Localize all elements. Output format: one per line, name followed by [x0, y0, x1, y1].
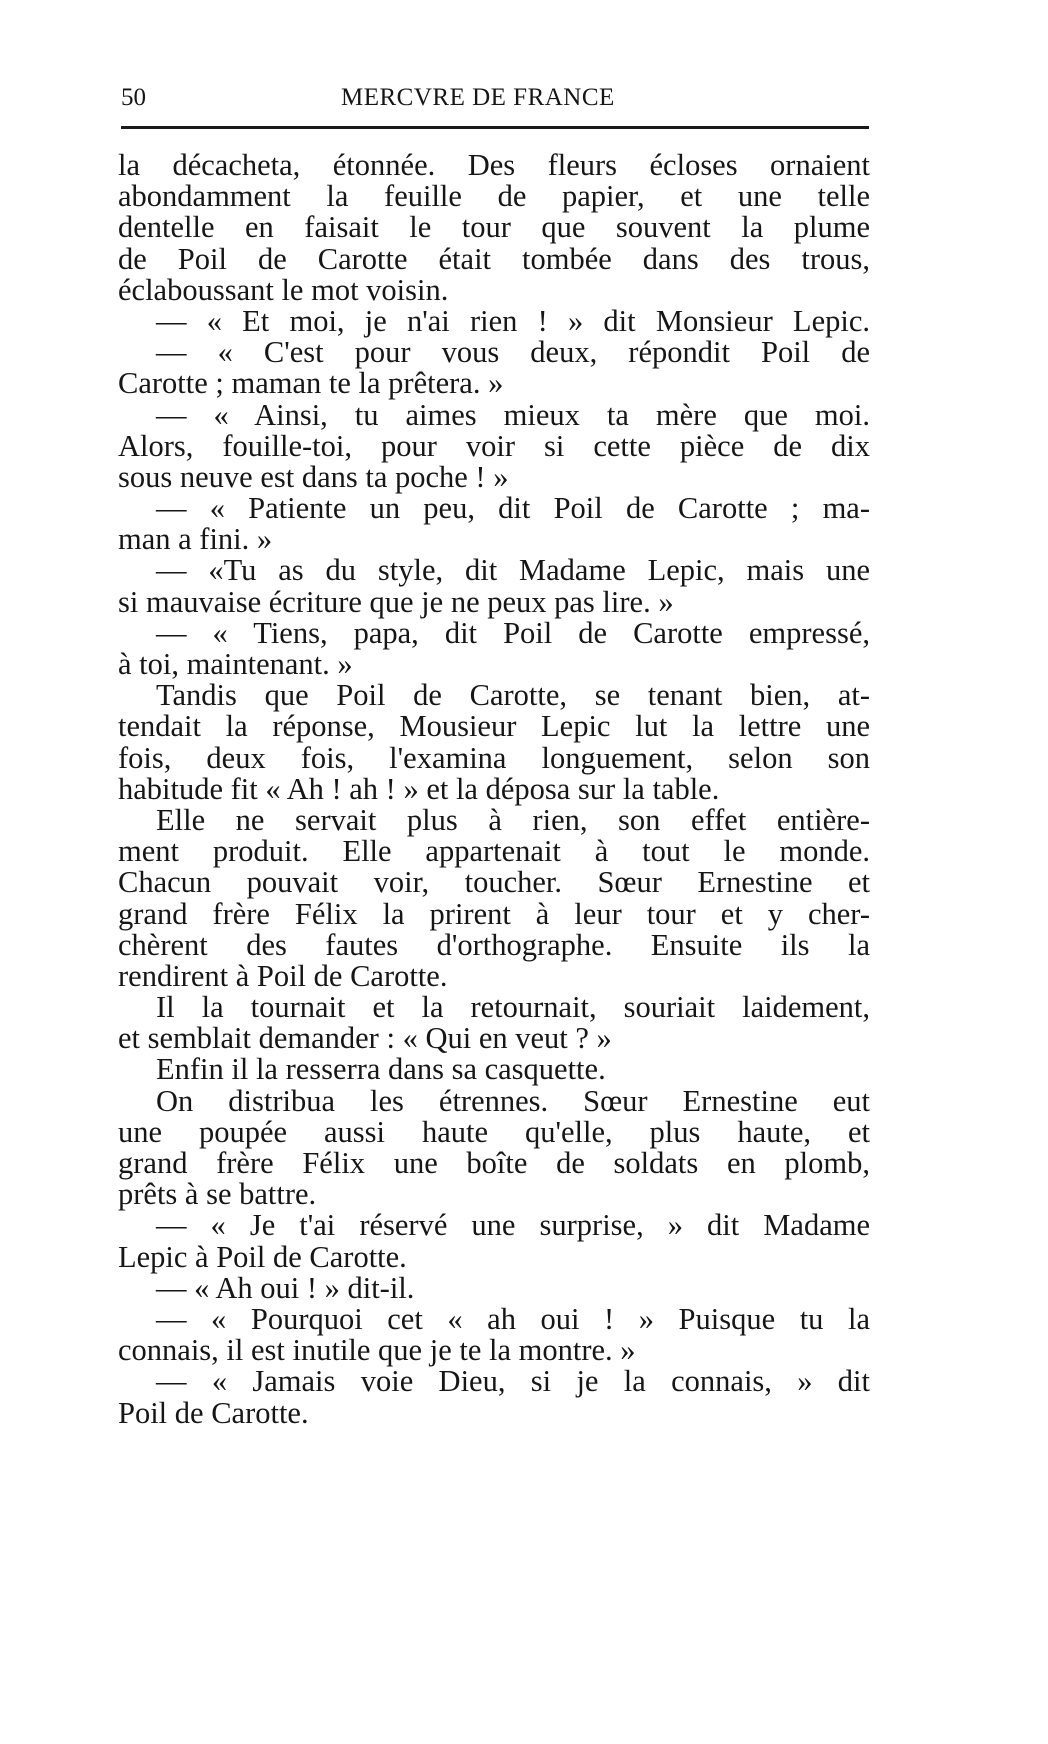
text-line: — « Ah oui ! » dit-il.	[156, 1270, 415, 1305]
text-line: grand frère Félix la prirent à leur tour et y cher-	[118, 896, 870, 931]
text-line: — « Ainsi, tu aimes mieux ta mère que moi.	[156, 397, 870, 432]
text-line: une poupée aussi haute qu'elle, plus haute, et	[118, 1114, 870, 1149]
text-line: à toi, maintenant. »	[118, 647, 353, 681]
text-line: On distribua les étrennes. Sœur Ernestine eut	[156, 1083, 870, 1118]
text-line: Elle ne servait plus à rien, son effet entière-	[156, 802, 870, 837]
text-line: — « Je t'ai réservé une surprise, » dit Madame	[156, 1208, 870, 1243]
text-line: éclaboussant le mot voisin.	[118, 272, 449, 307]
text-line: man a fini. »	[118, 522, 273, 557]
text-line: Chacun pouvait voir, toucher. Sœur Ernestine et	[118, 865, 870, 900]
text-line: sous neuve est dans ta poche ! »	[118, 459, 509, 494]
text-line: ment produit. Elle appartenait à tout le monde.	[118, 834, 870, 869]
text-line: Tandis que Poil de Carotte, se tenant bien, at-	[156, 678, 870, 713]
text-line: la décacheta, étonnée. Des fleurs écloses ornaient	[118, 148, 870, 182]
header-rule	[121, 126, 869, 129]
running-header	[121, 80, 869, 114]
text-line: — « Et moi, je n'ai rien ! » dit Monsieur Lepic.	[156, 303, 870, 338]
text-line: prêts à se battre.	[118, 1177, 317, 1212]
text-line: — « Pourquoi cet « ah oui ! » Puisque tu la	[156, 1301, 870, 1336]
text-line: chèrent des fautes d'orthographe. Ensuite ils la	[118, 927, 870, 962]
text-line: fois, deux fois, l'examina longuement, selon son	[118, 740, 870, 775]
text-line: et semblait demander : « Qui en veut ? »	[118, 1021, 612, 1056]
text-line: — « Jamais voie Dieu, si je la connais, » dit	[156, 1364, 870, 1399]
text-line: Il la tournait et la retournait, souriait laidement,	[156, 990, 870, 1025]
text-line: Alors, fouille-toi, pour voir si cette pièce de dix	[118, 428, 870, 463]
text-line: — «Tu as du style, dit Madame Lepic, mais une	[156, 553, 870, 588]
body-text	[118, 150, 870, 1429]
text-line: Lepic à Poil de Carotte.	[118, 1239, 407, 1274]
text-line: dentelle en faisait le tour que souvent la plume	[118, 210, 870, 245]
text-line: — « Patiente un peu, dit Poil de Carotte ; ma-	[156, 491, 870, 526]
text-line: rendirent à Poil de Carotte.	[118, 958, 448, 993]
text-line: tendait la réponse, Mousieur Lepic lut la lettre une	[118, 709, 870, 744]
text-line: si mauvaise écriture que je ne peux pas lire. »	[118, 584, 674, 619]
text-line: Carotte ; maman te la prêtera. »	[118, 366, 504, 401]
text-line: habitude fit « Ah ! ah ! » et la déposa sur la table.	[118, 771, 720, 806]
text-line: Enfin il la resserra dans sa casquette.	[156, 1052, 606, 1087]
text-line: — « C'est pour vous deux, répondit Poil de	[156, 335, 870, 370]
text-line: connais, il est inutile que je te la montre. »	[118, 1333, 636, 1368]
text-line: grand frère Félix une boîte de soldats en plomb,	[118, 1146, 870, 1180]
text-line: abondamment la feuille de papier, et une telle	[118, 179, 870, 214]
text-line: — « Tiens, papa, dit Poil de Carotte empressé,	[156, 615, 870, 650]
page-number: 50	[121, 84, 146, 111]
text-line: Poil de Carotte.	[118, 1395, 309, 1430]
text-line: de Poil de Carotte était tombée dans des trous,	[118, 241, 870, 276]
running-title: MERCVRE DE FRANCE	[341, 84, 615, 111]
